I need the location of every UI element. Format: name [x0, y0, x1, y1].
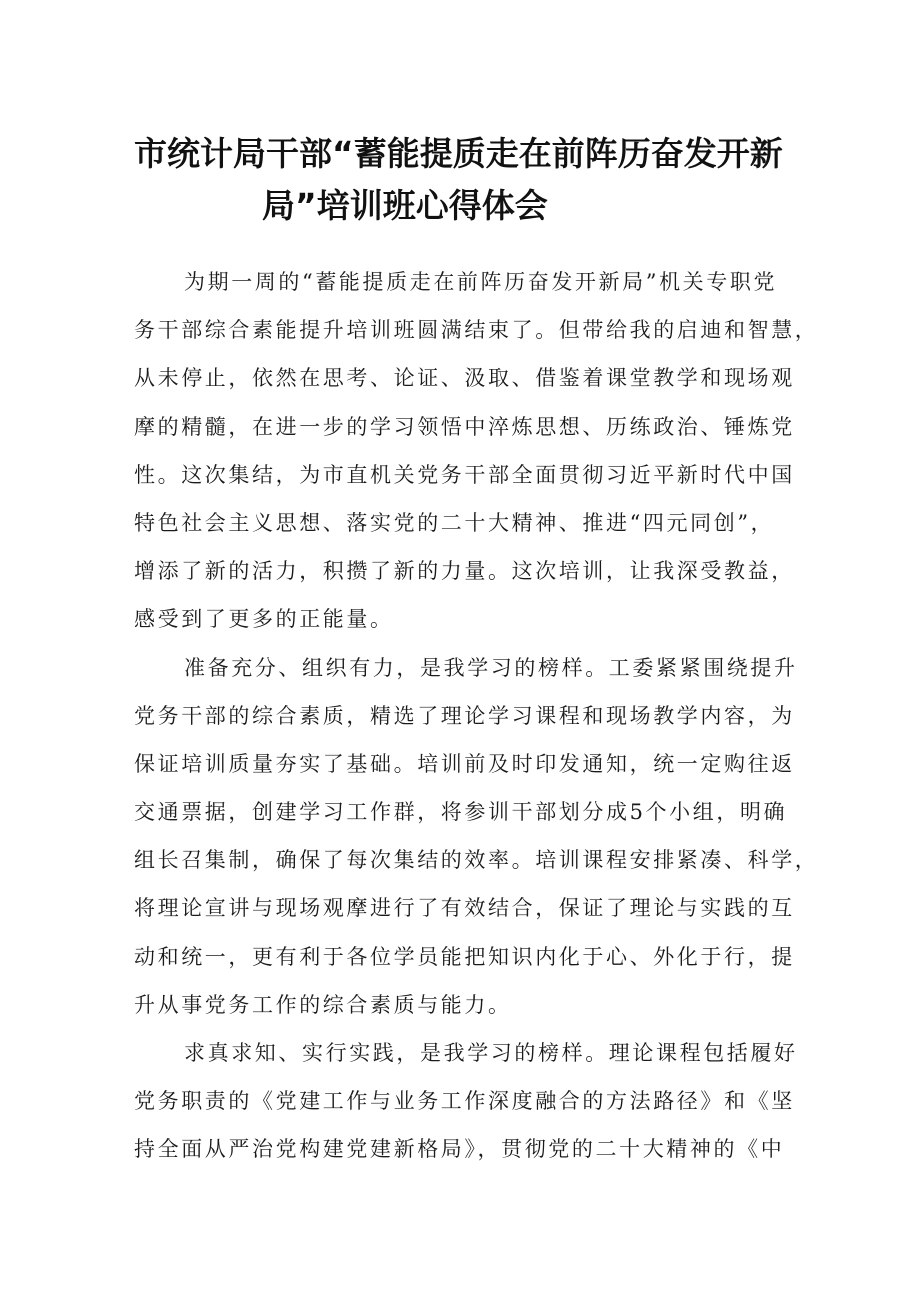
text-line: 升从事党务工作的综合素质与能力。	[134, 992, 512, 1017]
text-line: 求真求知、实行实践，是我学习的榜样。理论课程包括履好	[184, 1041, 798, 1065]
document-title	[120, 128, 800, 232]
title-line-1: 市统计局干部“蓄能提质走在前阵历奋发开新	[134, 134, 783, 173]
text-line: 感受到了更多的正能量。	[134, 607, 394, 632]
paragraph-3	[134, 1029, 804, 1174]
text-line: 党务干部的综合素质，精选了理论学习课程和现场教学内容，为	[134, 703, 795, 728]
text-line: 摩的精髓，在进一步的学习领悟中淬炼思想、历练政治、锤炼党	[134, 414, 795, 439]
text-line: 组长召集制，确保了每次集结的效率。培训课程安排紧凑、科学，	[134, 848, 819, 873]
paragraph-2	[134, 644, 819, 1030]
text-line: 将理论宣讲与现场观摩进行了有效结合，保证了理论与实践的互	[134, 896, 795, 921]
title-line-2: 局”培训班心得体会	[262, 186, 548, 225]
text-line: 准备充分、组织有力，是我学习的榜样。工委紧紧围绕提升	[184, 655, 798, 680]
text-line: 从未停止，依然在思考、论证、汲取、借鉴着课堂教学和现场观	[134, 366, 795, 391]
text-line: 性。这次集结，为市直机关党务干部全面贯彻习近平新时代中国	[134, 462, 795, 487]
document-body	[134, 258, 819, 1174]
text-line: 特色社会主义思想、落实党的二十大精神、推进“四元同创”，	[134, 510, 775, 535]
text-line: 党务职责的《党建工作与业务工作深度融合的方法路径》和《坚	[134, 1089, 795, 1114]
text-line: 交通票据，创建学习工作群，将参训干部划分成5个小组，明确	[134, 800, 788, 825]
text-line: 保证培训质量夯实了基础。培训前及时印发通知，统一定购往返	[134, 751, 795, 776]
text-line: 为期一周的“蓄能提质走在前阵历奋发开新局”机关专职党	[184, 270, 778, 294]
paragraph-1	[134, 258, 819, 644]
text-line: 动和统一，更有利于各位学员能把知识内化于心、外化于行，提	[134, 944, 795, 969]
text-line: 增添了新的活力，积攒了新的力量。这次培训，让我深受教益，	[134, 559, 795, 584]
text-line: 持全面从严治党构建党建新格局》，贯彻党的二十大精神的《中	[134, 1137, 785, 1162]
text-line: 务干部综合素能提升培训班圆满结束了。但带给我的启迪和智慧，	[134, 318, 819, 343]
